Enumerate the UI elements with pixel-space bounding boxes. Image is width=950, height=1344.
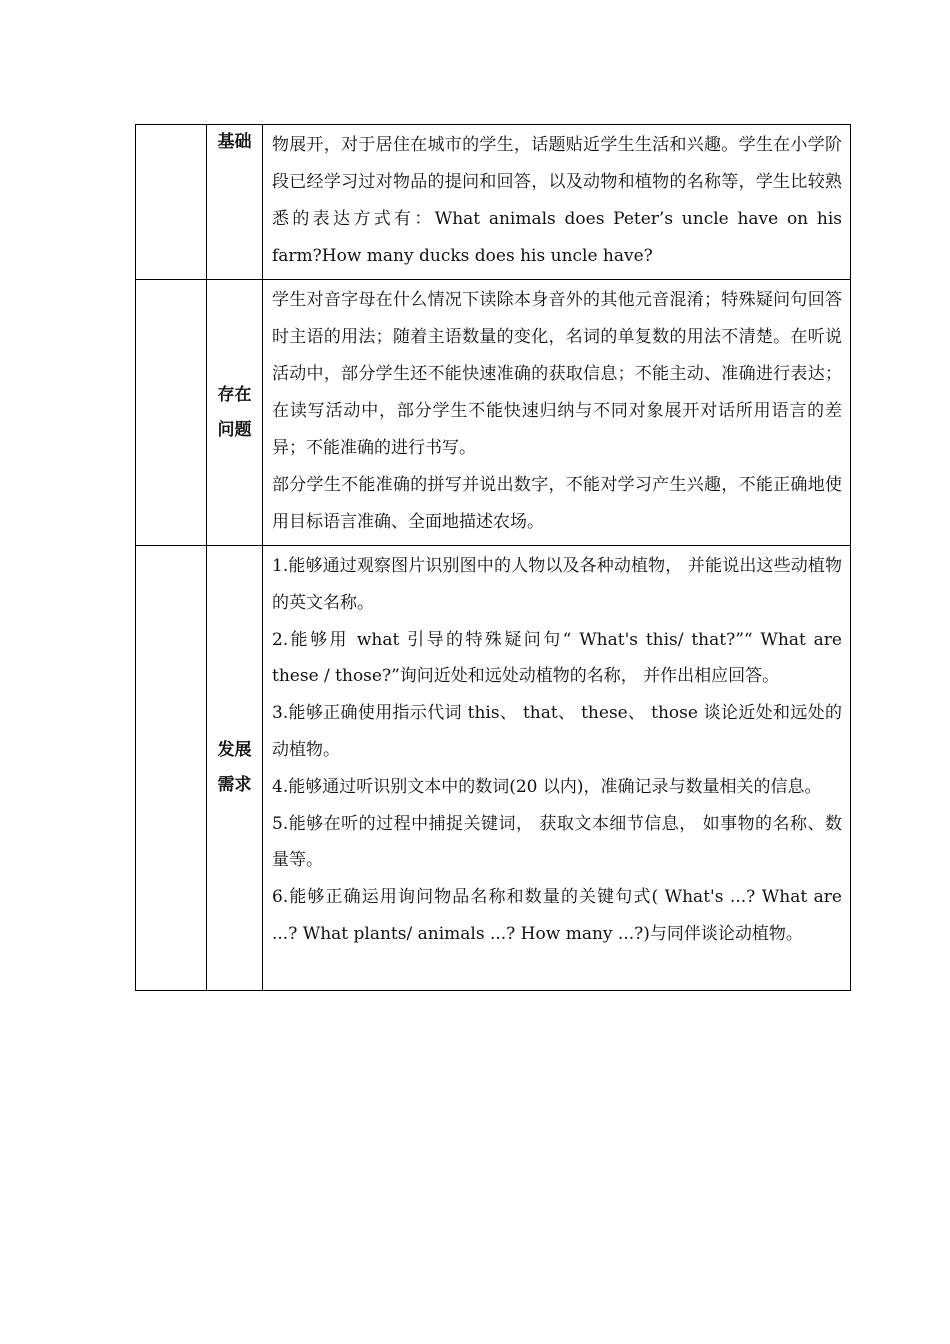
label-issues-line-1: 存在: [217, 384, 252, 405]
label-issues-line-2: 问题: [217, 419, 252, 440]
need-item-6: 6.能够正确运用询问物品名称和数量的关键句式( What's ...? What are ...? What plants/ animals ...? How many ...?)与同伴谈论动植物。: [272, 887, 842, 944]
analysis-table: [135, 124, 851, 991]
label-cell-needs: [207, 546, 263, 991]
label-basis: 基础: [217, 132, 252, 152]
label-cell-issues: [207, 280, 263, 546]
basis-paragraph: 物展开，对于居住在城市的学生，话题贴近学生生活和兴趣。学生在小学阶段已经学习过对物品的提问和回答，以及动物和植物的名称等，学生比较熟悉的表达方式有：What animals does Peter’s uncle have on his farm?How many ducks does his uncle have?: [272, 135, 842, 266]
label-needs-line-1: 发展: [217, 740, 252, 760]
need-item-2: 2.能够用 what 引导的特殊疑问句“ What's this/ that?”“ What are these / those?”询问近处和远处动植物的名称， 并作出相应回答。: [272, 629, 842, 687]
need-item-3: 3.能够正确使用指示代词 this、 that、 these、 those 谈论近处和远处的动植物。: [272, 703, 842, 760]
need-item-5: 5.能够在听的过程中捕捉关键词， 获取文本细节信息， 如事物的名称、数量等。: [272, 813, 842, 871]
table-row-basis: [136, 125, 851, 280]
need-item-1: 1.能够通过观察图片识别图中的人物以及各种动植物， 并能说出这些动植物的英文名称。: [272, 556, 842, 613]
blank-cell: [136, 280, 207, 546]
content-cell-basis: [263, 125, 851, 280]
table-row-issues: [136, 280, 851, 546]
label-needs-line-2: 需求: [217, 775, 252, 795]
content-cell-needs: [263, 546, 851, 991]
issues-paragraph-2: 部分学生不能准确的拼写并说出数字，不能对学习产生兴趣，不能正确地使用目标语言准确、全面地描述农场。: [272, 475, 842, 532]
blank-cell: [136, 125, 207, 280]
table-row-needs: [136, 546, 851, 991]
need-item-4: 4.能够通过听识别文本中的数词(20 以内)，准确记录与数量相关的信息。: [272, 776, 822, 797]
content-cell-issues: [263, 280, 851, 546]
blank-cell: [136, 546, 207, 991]
issues-paragraph-1: 学生对音字母在什么情况下读除本身音外的其他元音混淆；特殊疑问句回答时主语的用法；随着主语数量的变化，名词的单复数的用法不清楚。在听说活动中，部分学生还不能快速准确的获取信息；不能主动、准确进行表达；在读写活动中，部分学生不能快速归纳与不同对象展开对话所用语言的差异；不能准确的进行书写。: [272, 290, 842, 458]
label-cell-basis: [207, 125, 263, 280]
